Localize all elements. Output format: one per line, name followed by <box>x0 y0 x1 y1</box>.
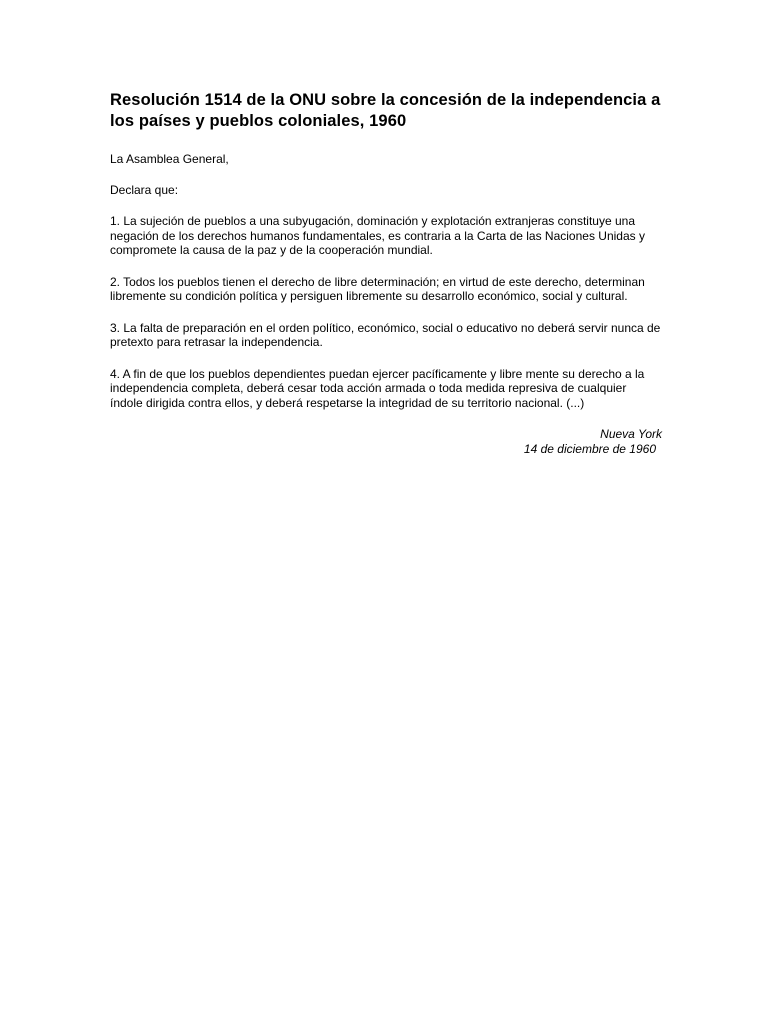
document-title: Resolución 1514 de la ONU sobre la concesión de la independencia a los países y pueblos coloniales, 1960 <box>110 91 661 130</box>
paragraph-2: 2. Todos los pueblos tienen el derecho de libre determinación; en virtud de este derecho, determinan libremente su condición política y persiguen libremente su desarrollo económico, social y cultural. <box>110 274 645 303</box>
signature-date: 14 de diciembre de 1960 <box>523 441 656 456</box>
document-page <box>110 90 662 456</box>
salutation: La Asamblea General, <box>110 152 229 166</box>
intro-line: Declara que: <box>110 182 179 197</box>
signature-block <box>110 427 662 456</box>
paragraph-3: 3. La falta de preparación en el orden político, económico, social o educativo no deberá servir nunca de pretexto para retrasar la independencia. <box>110 320 661 349</box>
paragraph-4: 4. A fin de que los pueblos dependientes puedan ejercer pacíficamente y libre mente su derecho a la independencia completa, deberá cesar toda acción armada o toda medida represiva de cualquier índole dirigida contra ellos, y deberá respetarse la integridad de su territorio nacional. (...) <box>110 366 645 410</box>
paragraph-1: 1. La sujeción de pueblos a una subyugación, dominación y explotación extranjeras constituye una negación de los derechos humanos fundamentales, es contraria a la Carta de las Naciones Unidas y compromete la causa de la paz y de la cooperación mundial. <box>110 214 645 257</box>
signature-place: Nueva York <box>600 427 662 441</box>
